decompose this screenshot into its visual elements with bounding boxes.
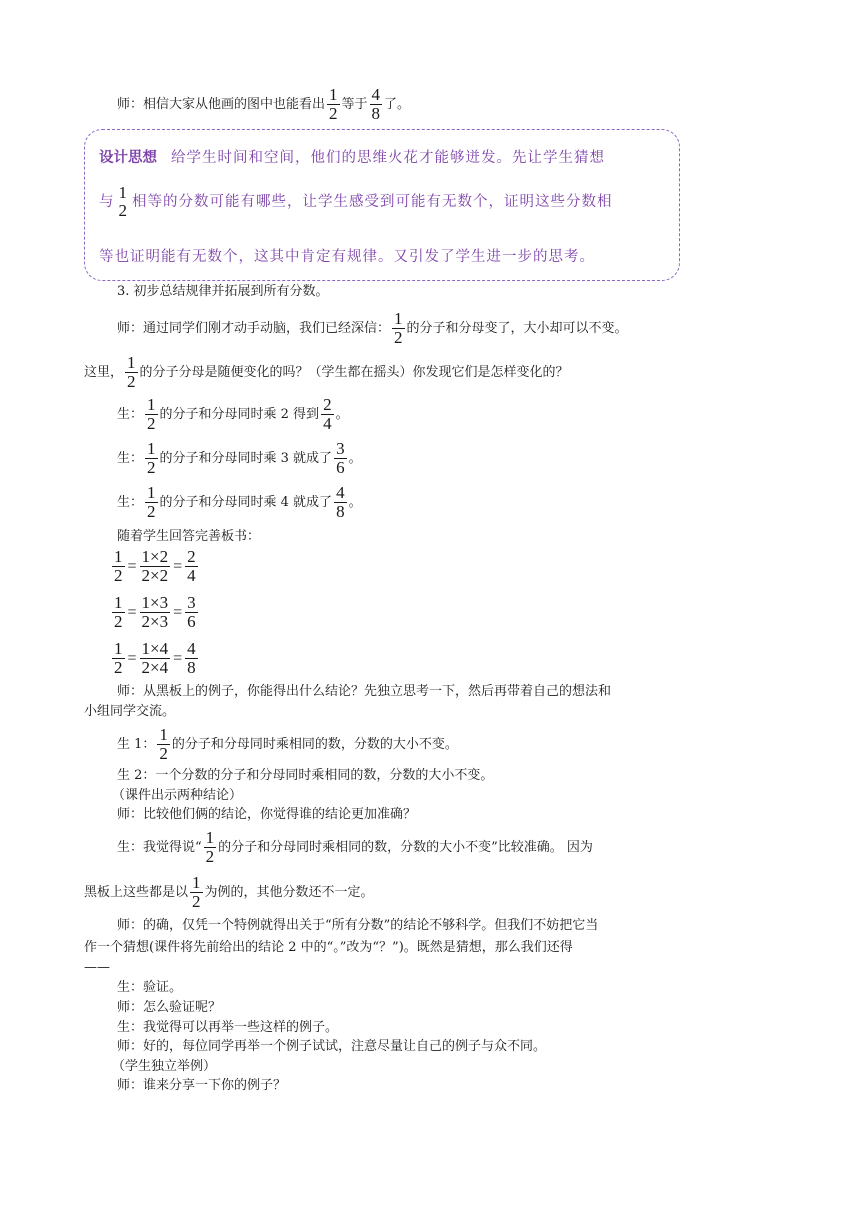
paragraph-teacher-5-dash: —— xyxy=(84,960,110,975)
paragraph-teacher-4: 师：比较他们俩的结论，你觉得谁的结论更加准确？ xyxy=(117,807,417,822)
fraction-1-2: $\frac{1}{2}$ xyxy=(192,873,201,911)
teacher-instruction: 师：好的，每位同学再举一个例子试试，注意尽量让自己的例子与众不同。 xyxy=(117,1039,547,1054)
teacher-how: 师：怎么验证呢？ xyxy=(117,1000,222,1015)
text: 了。 xyxy=(384,97,411,112)
design-box-tag: 设计思想 xyxy=(99,150,157,166)
student-answer-1: 生： $\frac{1}{2}$ 的分子和分母同时乘 2 得到 $\frac{2}{4}$ 。 xyxy=(117,395,349,433)
student-answer-2: 生： $\frac{1}{2}$ 的分子和分母同时乘 3 就成了 $\frac{3}{6}$ 。 xyxy=(117,439,362,477)
fraction-4-8: $\frac{4}{8}$ xyxy=(336,483,345,521)
student-reply-cont: 黑板上这些都是以 $\frac{1}{2}$ 为例的，其他分数还不一定。 xyxy=(84,873,374,911)
text: 给学生时间和空间，他们的思维火花才能够迸发。先让学生猜想 xyxy=(171,150,605,166)
text: 与 xyxy=(99,194,115,210)
design-thought-box xyxy=(84,129,680,281)
student-1-conclusion: 生 1： $\frac{1}{2}$ 的分子和分母同时乘相同的数，分数的大小不变。 xyxy=(117,725,458,763)
paragraph-teacher-3: 师：从黑板上的例子，你能得出什么结论？先独立思考一下，然后再带着自己的想法和 xyxy=(117,684,612,699)
paragraph-teacher-2-cont: 这里， $\frac{1}{2}$ 的分子分母是随便变化的吗？（学生都在摇头）你发现它们是怎样变化的？ xyxy=(84,353,569,391)
text: 师：相信大家从他画的图中也能看出 xyxy=(117,97,326,112)
fraction-1-2: $\frac{1}{2}$ xyxy=(159,725,168,763)
paragraph-teacher-5: 师：的确，仅凭一个特例就得出关于“所有分数”的结论不够科学。但我们不妨把它当 xyxy=(117,918,599,933)
student-reply: 生：我觉得说“ $\frac{1}{2}$ 的分子和分母同时乘相同的数，分数的大小不变”比较准确。 因为 xyxy=(117,828,593,866)
design-box-line-2 xyxy=(99,184,613,220)
fraction-1-2: $\frac{1}{2}$ xyxy=(394,309,403,347)
section-heading: 3. 初步总结规律并拓展到所有分数。 xyxy=(117,284,329,299)
student-answer-3: 生： $\frac{1}{2}$ 的分子和分母同时乘 4 就成了 $\frac{4}{8}$ 。 xyxy=(117,483,362,521)
fraction-1-2: $\frac{1}{2}$ xyxy=(329,85,338,123)
board-equation-1: $\frac{1}{2}$ = $\frac{1\times 2}{2\times 2}$ = $\frac{2}{4}$ xyxy=(114,547,196,585)
fraction-3-6: $\frac{3}{6}$ xyxy=(336,439,345,477)
teacher-share: 师：谁来分享一下你的例子？ xyxy=(117,1078,287,1093)
courseware-note: （课件出示两种结论） xyxy=(112,788,243,803)
fraction-1-2: $\frac{1}{2}$ xyxy=(127,353,136,391)
fraction-1-2: $\frac{1}{2}$ xyxy=(147,483,156,521)
paragraph-teacher-3-cont: 小组同学交流。 xyxy=(84,704,176,719)
text: 等于 xyxy=(341,97,368,112)
student-activity-note: （学生独立举例） xyxy=(112,1059,217,1074)
teacher-line-1 xyxy=(117,86,410,123)
design-box-line-1 xyxy=(99,146,605,167)
paragraph-teacher-5-cont: 作一个猜想(课件将先前给出的结论 2 中的“。”改为“？”)。既然是猜想，那么我们还得 xyxy=(84,940,573,955)
fraction-1-2: 1 2 xyxy=(118,183,128,220)
student-2-conclusion: 生 2：一个分数的分子和分母同时乘相同的数，分数的大小不变。 xyxy=(117,768,494,783)
board-equation-3: $\frac{1}{2}$ = $\frac{1\times 4}{2\times 4}$ = $\frac{4}{8}$ xyxy=(114,639,196,677)
fraction-4-8: $\frac{4}{8}$ xyxy=(371,85,381,123)
board-intro: 随着学生回答完善板书： xyxy=(117,529,261,544)
text: 等也证明能有无数个，这其中肯定有规律。又引发了学生进一步的思考。 xyxy=(99,249,595,265)
student-verify: 生：验证。 xyxy=(117,980,183,995)
fraction-2-4: $\frac{2}{4}$ xyxy=(323,395,332,433)
fraction-1-2: $\frac{1}{2}$ xyxy=(147,439,156,477)
fraction-1-2: $\frac{1}{2}$ xyxy=(205,828,215,866)
text: 相等的分数可能有哪些，让学生感受到可能有无数个，证明这些分数相 xyxy=(132,194,613,210)
student-examples: 生：我觉得可以再举一些这样的例子。 xyxy=(117,1020,339,1035)
design-box-line-3 xyxy=(99,245,595,266)
paragraph-teacher-2: 师：通过同学们刚才动手动脑，我们已经深信： $\frac{1}{2}$ 的分子和分母变了，大小却可以不变。 xyxy=(117,309,628,347)
board-equation-2: $\frac{1}{2}$ = $\frac{1\times 3}{2\times 3}$ = $\frac{3}{6}$ xyxy=(114,593,196,631)
fraction-1-2: $\frac{1}{2}$ xyxy=(147,395,156,433)
